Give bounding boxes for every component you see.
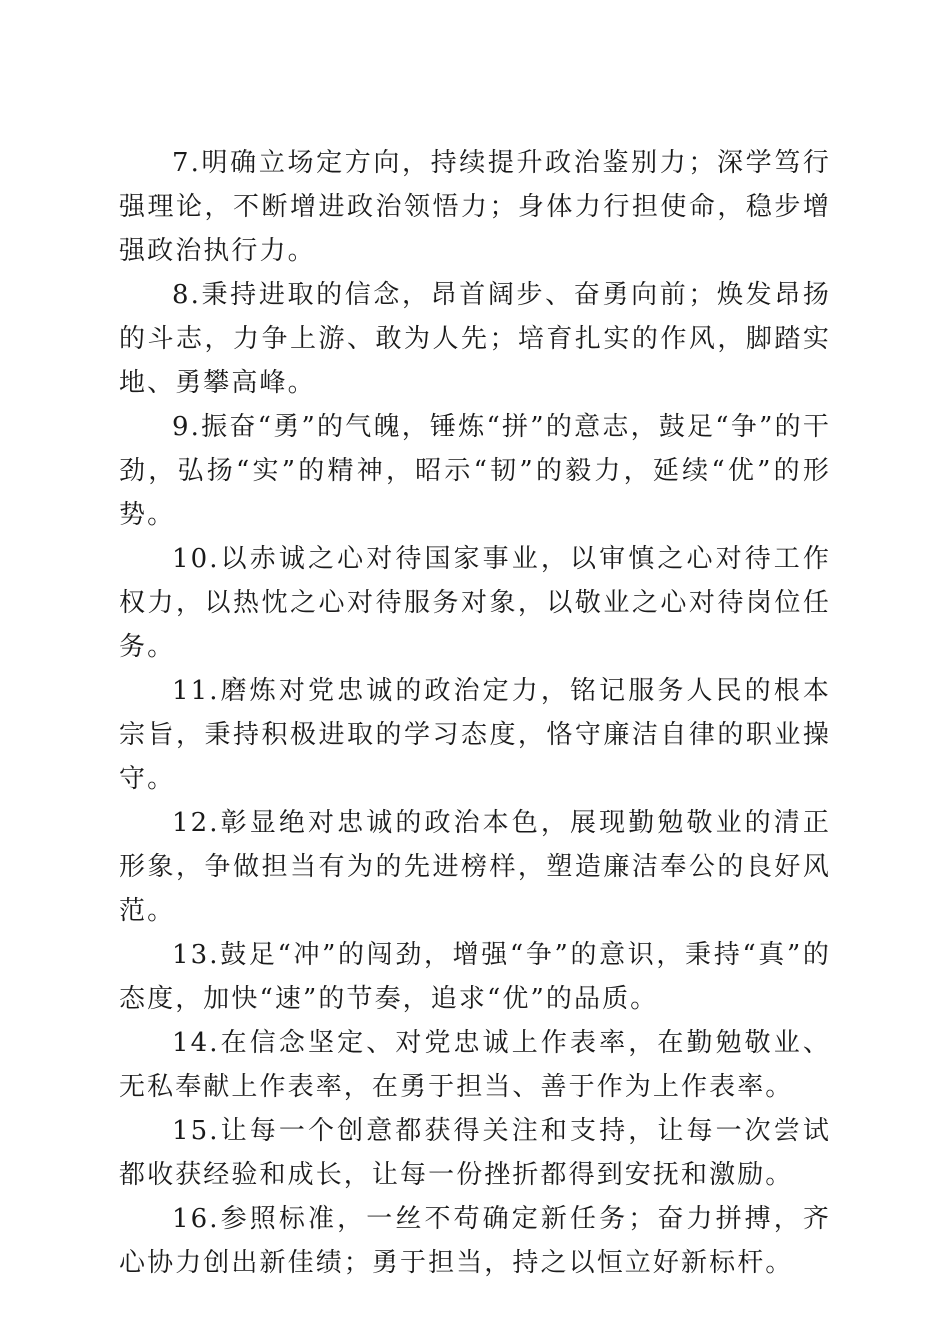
paragraph-9: 9.振奋“勇”的气魄，锤炼“拼”的意志，鼓足“争”的干劲，弘扬“实”的精神，昭示“韧”的毅力，延续“优”的形势。 [119,412,831,530]
paragraph-13: 13.鼓足“冲”的闯劲，增强“争”的意识，秉持“真”的态度，加快“速”的节奏，追求“优”的品质。 [119,940,831,1014]
paragraph-15: 15.让每一个创意都获得关注和支持，让每一次尝试都收获经验和成长，让每一份挫折都得到安抚和激励。 [119,1116,831,1190]
paragraph-7: 7.明确立场定方向，持续提升政治鉴别力；深学笃行强理论，不断增进政治领悟力；身体力行担使命，稳步增强政治执行力。 [119,148,831,266]
paragraph-10: 10.以赤诚之心对待国家事业，以审慎之心对待工作权力，以热忱之心对待服务对象，以敬业之心对待岗位任务。 [119,544,831,662]
paragraph-14: 14.在信念坚定、对党忠诚上作表率，在勤勉敬业、无私奉献上作表率，在勇于担当、善于作为上作表率。 [119,1028,831,1102]
paragraph-8: 8.秉持进取的信念，昂首阔步、奋勇向前；焕发昂扬的斗志，力争上游、敢为人先；培育扎实的作风，脚踏实地、勇攀高峰。 [119,280,831,398]
document-body [119,141,831,1285]
paragraph-16: 16.参照标准，一丝不苟确定新任务；奋力拼搏，齐心协力创出新佳绩；勇于担当，持之以恒立好新标杆。 [119,1204,831,1278]
paragraph-12: 12.彰显绝对忠诚的政治本色，展现勤勉敬业的清正形象，争做担当有为的先进榜样，塑造廉洁奉公的良好风范。 [119,808,831,926]
paragraph-11: 11.磨炼对党忠诚的政治定力，铭记服务人民的根本宗旨，秉持积极进取的学习态度，恪守廉洁自律的职业操守。 [119,676,831,794]
